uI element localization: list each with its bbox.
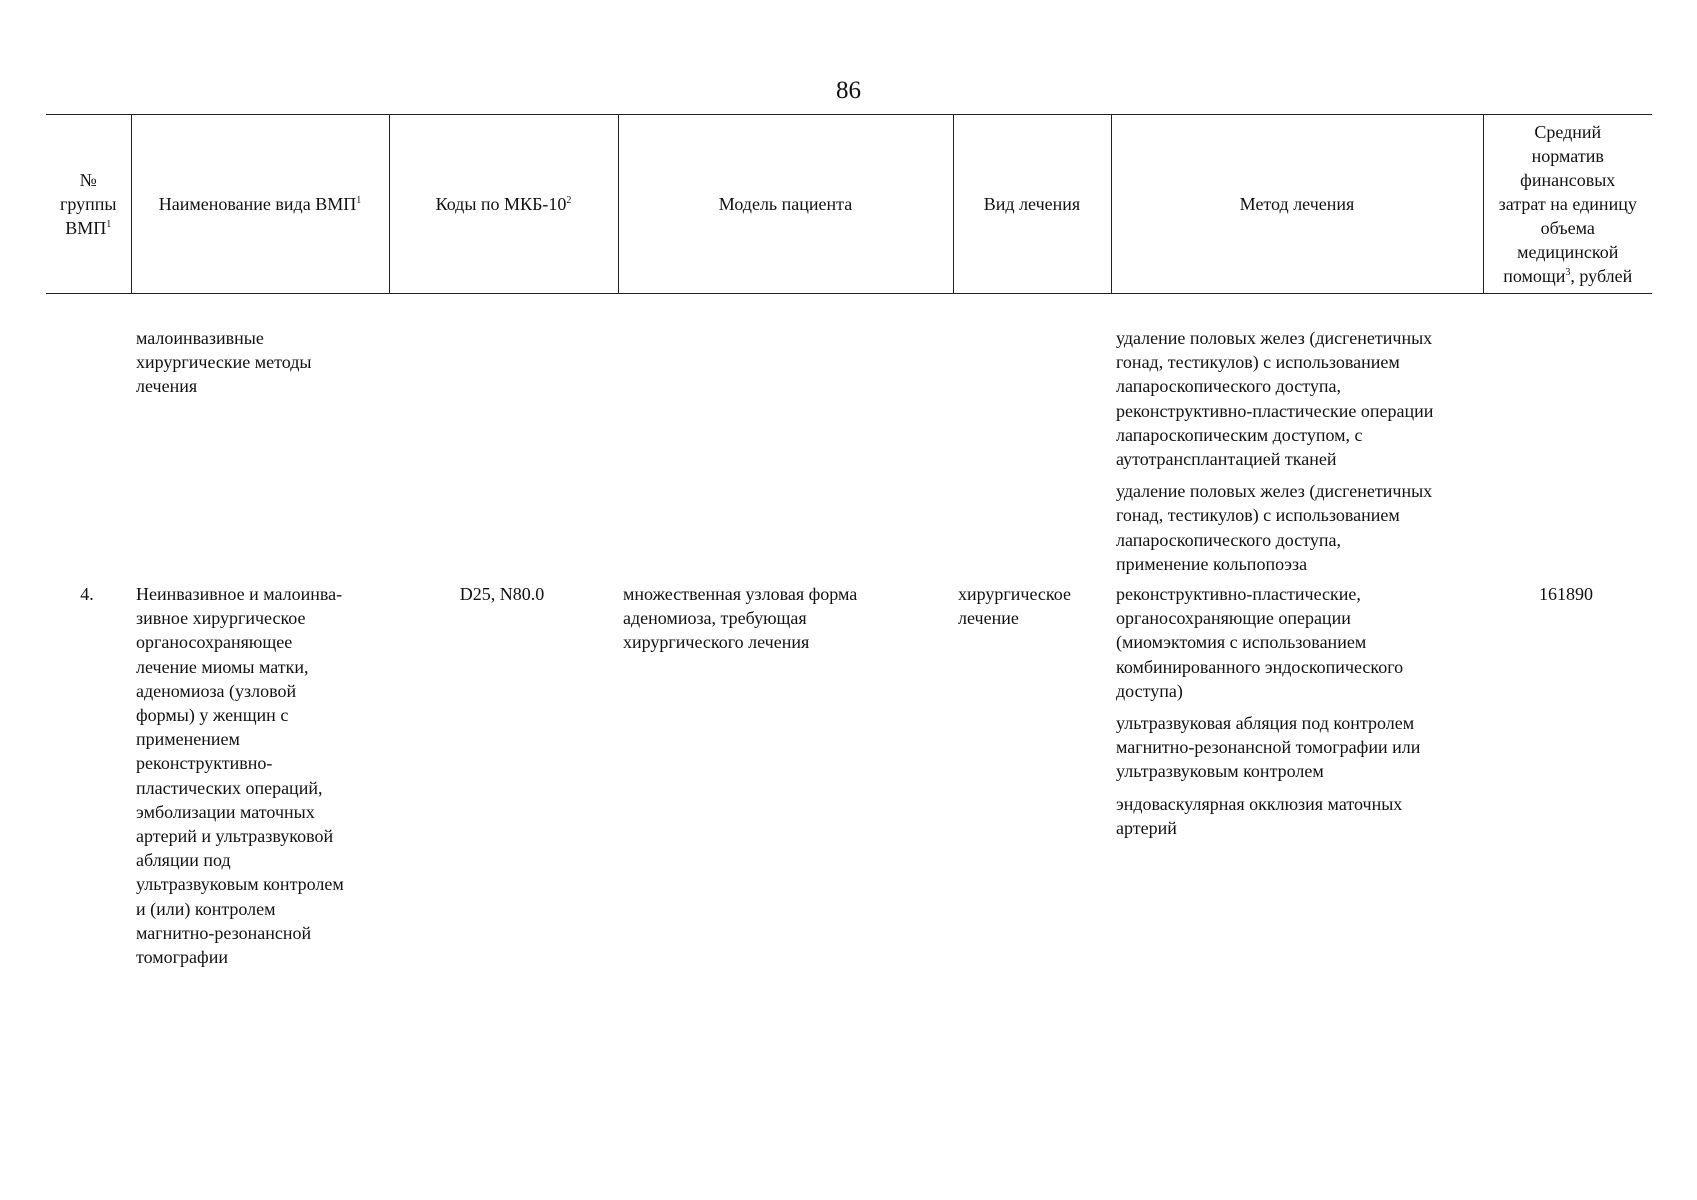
cell-treatment-type: хирургическое лечение bbox=[958, 584, 1071, 629]
method-item: удаление половых желез (дисгенетичных гонад, тестикулов) с использованием лапароскопического доступа, реконструктивно-пластические операции лапароскопическим доступом, с аутотрансплантацией тканей bbox=[1116, 328, 1434, 470]
header-average-cost: Средний норматив финансовых затрат на единицу объема медицинской помощи$^3$, рублей bbox=[1483, 115, 1652, 294]
cell-treatment-method bbox=[1111, 294, 1483, 577]
method-item: эндоваскулярная окклюзия маточных артерий bbox=[1116, 793, 1403, 838]
cell-patient-model bbox=[618, 294, 953, 577]
vmp-table-container bbox=[46, 114, 1652, 969]
method-item: удаление половых желез (дисгенетичных гонад, тестикулов) с использованием лапароскопического доступа, применение кольпопоэза bbox=[1116, 481, 1433, 574]
cell-average-cost bbox=[1483, 294, 1652, 577]
vmp-table bbox=[46, 114, 1652, 969]
cell-icd-codes: D25, N80.0 bbox=[459, 584, 545, 605]
cell-patient-model: множественная узловая форма аденомиоза, требующая хирургического лечения bbox=[623, 584, 858, 653]
header-treatment-method: Метод лечения bbox=[1111, 115, 1483, 294]
header-group-number: № группы ВМП$^1$ bbox=[46, 115, 131, 294]
method-item: реконструктивно-пластические, органосохраняющие операции (миомэктомия с использованием комбинированного эндоскопического доступа) bbox=[1116, 584, 1404, 701]
cell-vmp-name: малоинвазивные хирургические методы лечения bbox=[136, 328, 312, 397]
page-number: 86 bbox=[836, 77, 861, 104]
table-header-row bbox=[46, 115, 1652, 294]
cell-treatment-type bbox=[953, 294, 1111, 577]
cell-icd-codes bbox=[389, 294, 618, 577]
header-treatment-type: Вид лечения bbox=[953, 115, 1111, 294]
cell-group-number bbox=[46, 294, 131, 577]
table-row bbox=[46, 576, 1652, 969]
cell-average-cost: 161890 bbox=[1539, 584, 1593, 605]
header-vmp-name: Наименование вида ВМП$^1$ bbox=[131, 115, 389, 294]
table-row bbox=[46, 294, 1652, 577]
cell-vmp-name: Неинвазивное и малоинва- зивное хирургическое органосохраняющее лечение миомы матки, аденомиоза (узловой формы) у женщин с применением реконструктивно- пластических операций, эмболизации маточных артерий и ультразвуковой абляции под ультразвуковым контролем и (или) контролем магнитно-резонансной томографии bbox=[136, 584, 344, 968]
cell-treatment-method bbox=[1111, 576, 1483, 969]
method-item: ультразвуковая абляция под контролем магнитно-резонансной томографии или ультразвуковым контролем bbox=[1116, 713, 1421, 782]
header-icd-codes: Коды по МКБ-$10^2$ bbox=[389, 115, 618, 294]
header-patient-model: Модель пациента bbox=[618, 115, 953, 294]
cell-group-number: 4. bbox=[80, 584, 94, 605]
